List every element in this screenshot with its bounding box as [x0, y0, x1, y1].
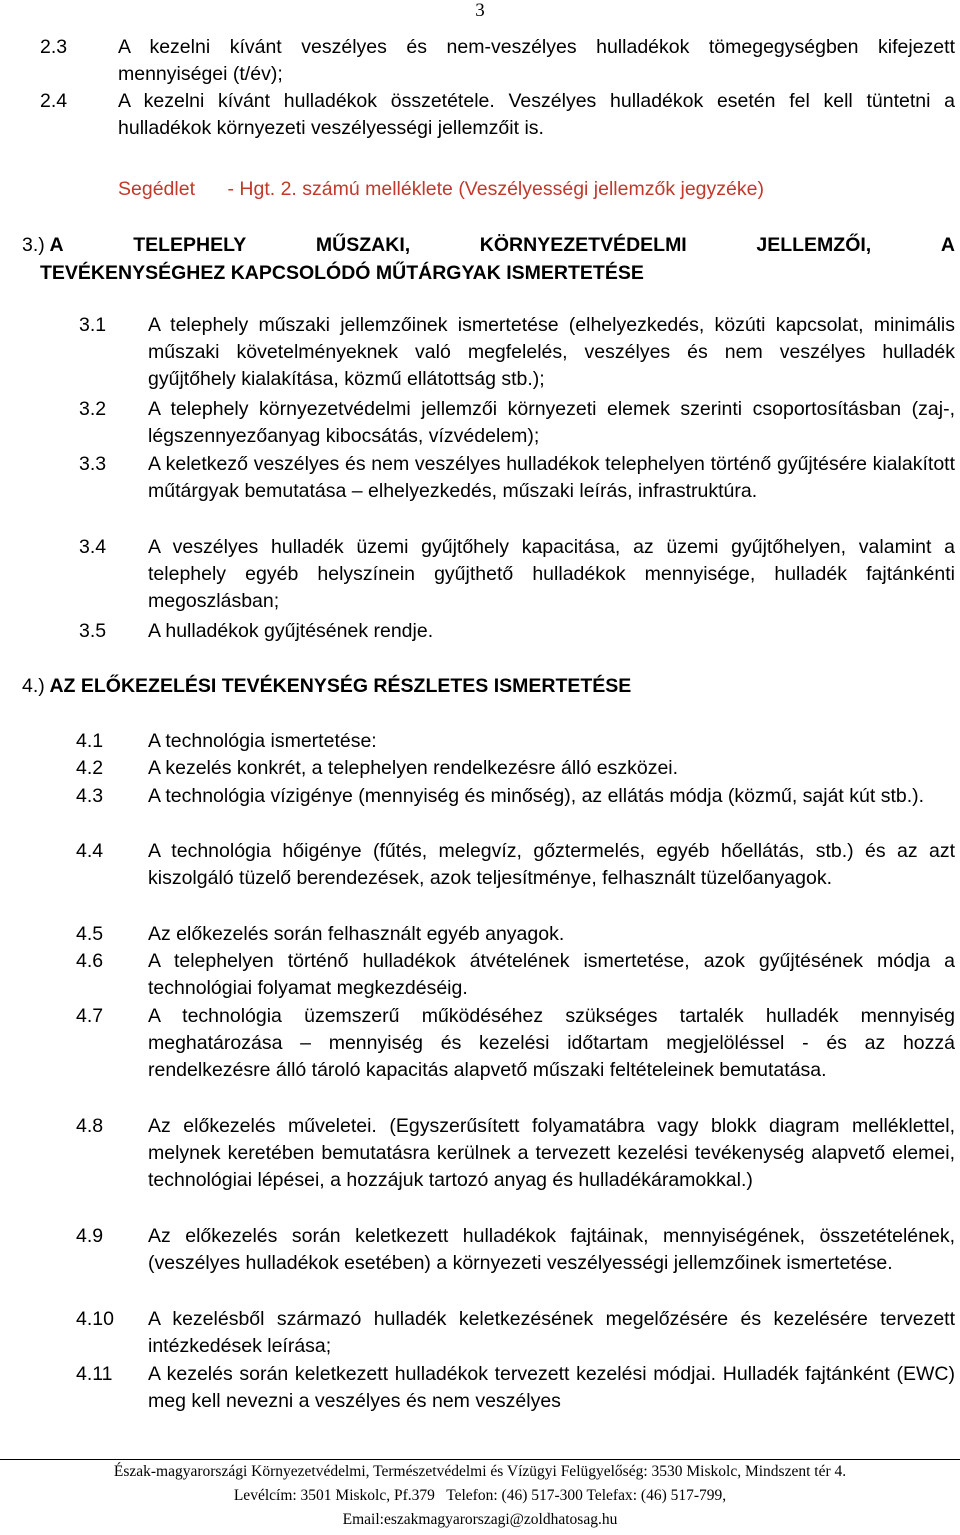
item-text: A technológia vízigénye (mennyiség és minőség), az ellátás módja (közmű, saját kút stb.).	[148, 785, 925, 807]
list-item	[79, 618, 955, 645]
list-item	[76, 728, 955, 755]
list-item	[40, 34, 955, 88]
list-item	[76, 755, 955, 782]
item-number: 2.3	[40, 36, 68, 58]
item-text: A hulladékok gyűjtésének rendje.	[148, 620, 434, 642]
item-number: 4.3	[76, 785, 104, 807]
footer-line-agency: Észak-magyarországi Környezetvédelmi, Természetvédelmi és Vízügyi Felügyelőség: 3530 Miskolc, Mindszent tér 4.	[113, 1463, 847, 1480]
item-text: A kezelés során keletkezett hulladékok tervezett kezelési módjai. Hulladék fajtánként (EWC) meg kell nevezni a veszélyes és nem veszélyes	[148, 1363, 955, 1412]
item-text: Az előkezelés műveletei. (Egyszerűsített folyamatábra vagy blokk diagram melléklettel, melynek keretében bemutatásra kerülnek a tervezett kezelési tevékenység alapvető elemei, technológiai lépései, a hozzájuk tartozó anyag és hulladékáramokkal.)	[148, 1115, 955, 1191]
heading-word: A	[940, 234, 955, 256]
section-3-heading	[22, 231, 955, 287]
item-number: 3.4	[79, 536, 107, 558]
list-item	[76, 948, 955, 1002]
item-text: Az előkezelés során felhasznált egyéb anyagok.	[148, 923, 565, 945]
item-text: A technológia üzemszerű működéséhez szükséges tartalék hulladék mennyiség meghatározása – mennyiség és kezelési időtartam megjelöléssel - és az hozzá rendelkezésre álló tároló kapacitás alapvető műszaki feltételeinek bemutatása.	[148, 1005, 955, 1081]
item-number: 4.2	[76, 757, 104, 779]
item-text: A telephely műszaki jellemzőinek ismertetése (elhelyezkedés, közúti kapcsolat, minimális műszaki követelményeknek való megfelelés, veszélyes és nem veszélyes hulladék gyűjtőhely kialakítása, közmű ellátottság stb.);	[148, 314, 955, 390]
item-number: 4.1	[76, 730, 104, 752]
item-number: 4.4	[76, 840, 104, 862]
section-number: 4.)	[22, 675, 45, 697]
list-item	[76, 1306, 955, 1360]
item-number: 4.5	[76, 923, 104, 945]
item-number: 3.2	[79, 398, 107, 420]
heading-word: A	[49, 234, 64, 256]
footer-line-contact: Levélcím: 3501 Miskolc, Pf.379 Telefon: (46) 517-300 Telefax: (46) 517-799,	[233, 1487, 727, 1504]
list-item	[76, 1223, 955, 1277]
list-item	[79, 312, 955, 393]
heading-word: KÖRNYEZETVÉDELMI	[479, 234, 687, 256]
item-text: Az előkezelés során keletkezett hulladékok fajtáinak, mennyiségének, összetételének, (veszélyes hulladékok esetében) a környezeti veszélyességi jellemzőinek ismertetése.	[148, 1225, 955, 1274]
list-item	[79, 534, 955, 615]
list-item	[79, 451, 955, 505]
page-footer	[0, 1460, 960, 1532]
item-number: 4.7	[76, 1005, 104, 1027]
item-text: A kezelés konkrét, a telephelyen rendelkezésre álló eszközei.	[148, 757, 679, 779]
section-4-heading	[22, 672, 955, 700]
list-item	[76, 921, 955, 948]
item-text: A telephely környezetvédelmi jellemzői környezeti elemek szerinti csoportosításban (zaj-, légszennyezőanyag kibocsátás, vízvédelem);	[148, 398, 955, 447]
item-text: A kezelni kívánt hulladékok összetétele. Veszélyes hulladékok esetén fel kell tüntetni a hulladékok környezeti veszélyességi jellemzőit is.	[118, 90, 955, 139]
section-3-heading-line2: TEVÉKENYSÉGHEZ KAPCSOLÓDÓ MŰTÁRGYAK ISMERTETÉSE	[40, 262, 644, 284]
section-4-title: AZ ELŐKEZELÉSI TEVÉKENYSÉG RÉSZLETES ISMERTETÉSE	[49, 675, 632, 697]
item-text: A veszélyes hulladék üzemi gyűjtőhely kapacitása, az üzemi gyűjtőhelyen, valamint a telephely egyéb helyszínein gyűjthető hulladékok mennyisége, hulladék fajtánkénti megoszlásban;	[148, 536, 955, 612]
list-item	[76, 1113, 955, 1194]
segedlet-note-row	[40, 176, 955, 203]
list-item	[79, 396, 955, 450]
item-number: 4.11	[76, 1363, 113, 1385]
item-text: A telephelyen történő hulladékok átvételének ismertetése, azok gyűjtésének módja a technológiai folyamat megkezdéséig.	[148, 950, 955, 999]
item-number: 3.3	[79, 453, 107, 475]
footer-line-email: Email:eszakmagyarorszagi@zoldhatosag.hu	[342, 1511, 618, 1528]
heading-word: JELLEMZŐI,	[756, 234, 872, 256]
item-text: A technológia ismertetése:	[148, 730, 377, 752]
item-number: 4.9	[76, 1225, 104, 1247]
list-item	[76, 1003, 955, 1084]
section-number: 3.)	[22, 234, 45, 256]
item-text: A kezelésből származó hulladék keletkezésének megelőzésére és kezelésére tervezett intézkedések leírása;	[148, 1308, 955, 1357]
item-text: A keletkező veszélyes és nem veszélyes hulladékok telephelyen történő gyűjtésére kialakított műtárgyak bemutatása – elhelyezkedés, műszaki leírás, infrastruktúra.	[148, 453, 955, 502]
item-number: 2.4	[40, 90, 68, 112]
item-number: 3.5	[79, 620, 107, 642]
item-number: 3.1	[79, 314, 107, 336]
section-3-heading-line1	[22, 231, 955, 259]
item-number: 4.10	[76, 1308, 114, 1330]
list-item	[76, 1361, 955, 1415]
item-number: 4.6	[76, 950, 104, 972]
list-item	[76, 838, 955, 892]
list-item	[40, 88, 955, 142]
page-number: 3	[475, 0, 485, 21]
item-number: 4.8	[76, 1115, 104, 1137]
item-text: A kezelni kívánt veszélyes és nem-veszélyes hulladékok tömegegységben kifejezett mennyiségei (t/év);	[118, 36, 955, 85]
segedlet-note: Segédlet - Hgt. 2. számú melléklete (Veszélyességi jellemzők jegyzéke)	[118, 178, 764, 200]
item-text: A technológia hőigénye (fűtés, melegvíz, gőztermelés, egyéb hőellátás, stb.) és az azt kiszolgáló tüzelő berendezések, azok teljesítménye, felhasznált tüzelőanyagok.	[148, 840, 955, 889]
list-item	[76, 783, 955, 810]
heading-word: MŰSZAKI,	[315, 234, 411, 256]
heading-word: TELEPHELY	[133, 234, 247, 256]
